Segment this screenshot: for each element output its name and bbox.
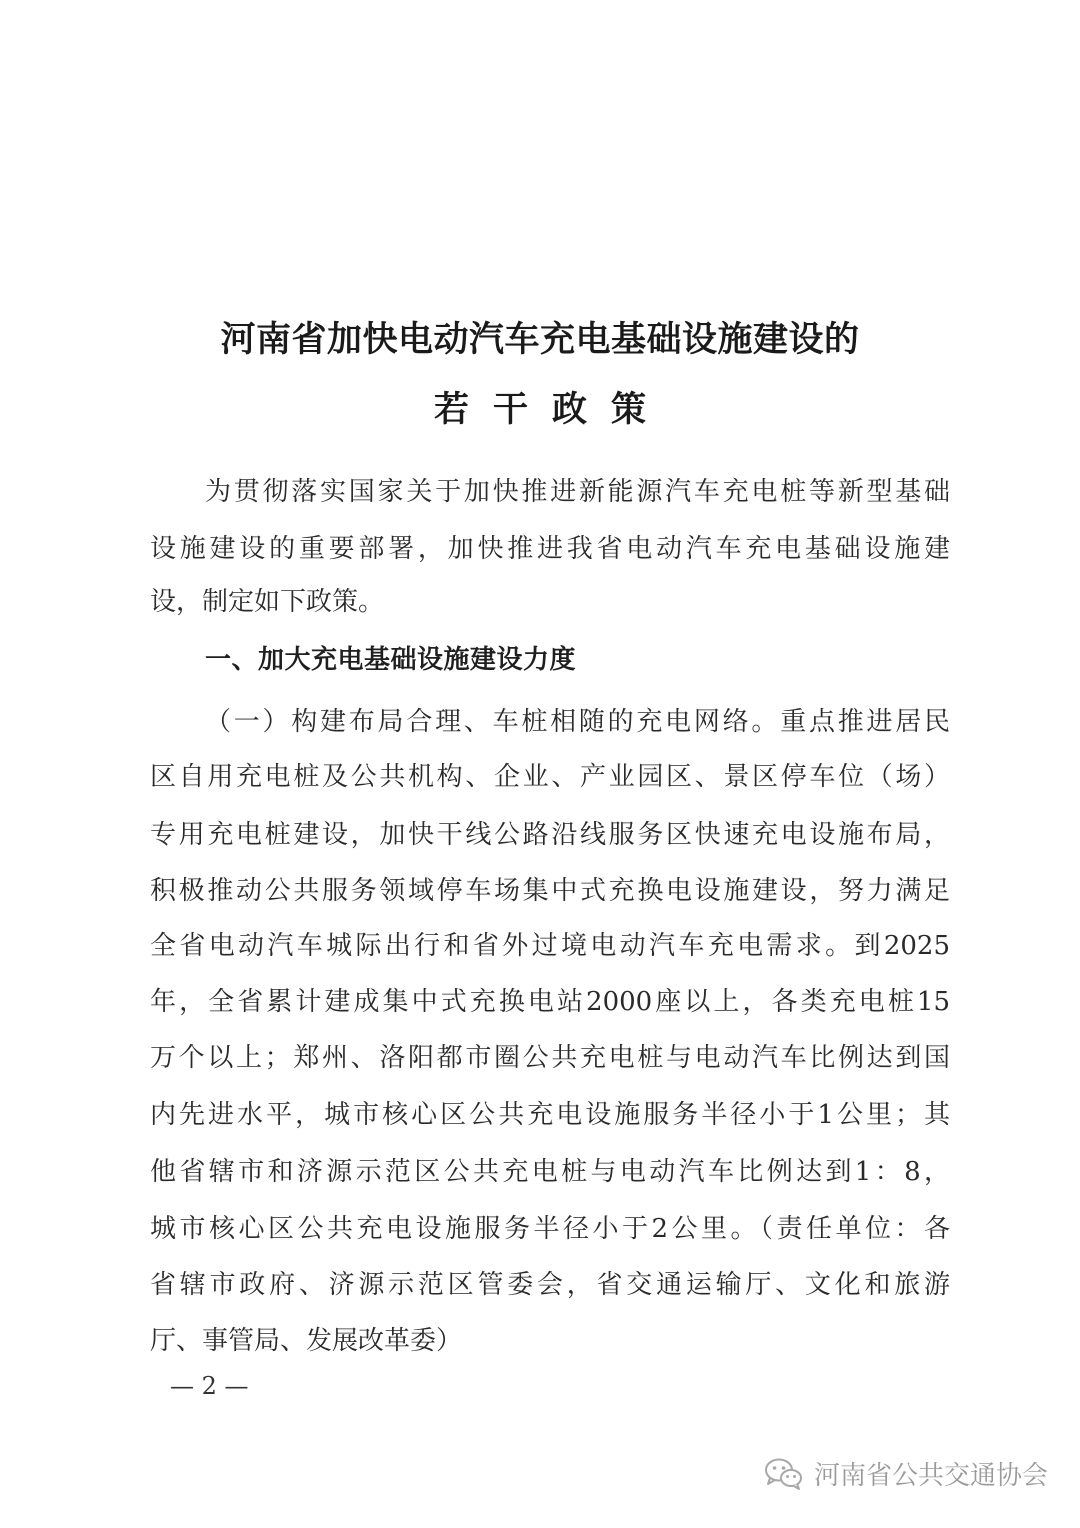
clause-line-3: 专用充电桩建设，加快干线公路沿线服务区快速充电设施布局， [150,820,950,850]
clause-line-10: 城市核心区公共充电设施服务半径小于2公里。（责任单位：各 [150,1214,950,1244]
page-number: — 2 — [170,1372,249,1400]
watermark-text: 河南省公共交通协会 [813,1461,1048,1491]
intro-line-1: 为贯彻落实国家关于加快推进新能源汽车充电桩等新型基础 [205,477,950,507]
clause-line-4: 积极推动公共服务领域停车场集中式充换电设施建设，努力满足 [150,876,950,906]
clause-line-6: 年，全省累计建成集中式充换电站2000座以上，各类充电桩15 [150,987,950,1017]
document-title-line-1: 河南省加快电动汽车充电基础设施建设的 [220,319,860,360]
clause-line-7: 万个以上；郑州、洛阳都市圈公共充电桩与电动汽车比例达到国 [150,1043,950,1073]
clause-line-9: 他省辖市和济源示范区公共充电桩与电动汽车比例达到1：8， [150,1157,950,1187]
clause-line-8: 内先进水平，城市核心区公共充电设施服务半径小于1公里；其 [150,1100,950,1130]
clause-line-12: 厅、事管局、发展改革委） [150,1326,463,1356]
clause-line-2: 区自用充电桩及公共机构、企业、产业园区、景区停车位（场） [150,762,950,792]
wechat-icon [764,1457,804,1491]
watermark [764,1455,1048,1492]
section-heading: 一、加大充电基础设施建设力度 [205,645,577,675]
intro-line-3: 设，制定如下政策。 [150,587,385,617]
intro-line-2: 设施建设的重要部署，加快推进我省电动汽车充电基础设施建 [150,534,950,564]
clause-line-1: （一）构建布局合理、车桩相随的充电网络。重点推进居民 [205,707,950,737]
clause-line-11: 省辖市政府、济源示范区管委会，省交通运输厅、文化和旅游 [150,1270,950,1300]
clause-line-5: 全省电动汽车城际出行和省外过境电动汽车充电需求。到2025 [150,931,950,961]
document-title-line-2: 若干政策 [433,389,670,430]
